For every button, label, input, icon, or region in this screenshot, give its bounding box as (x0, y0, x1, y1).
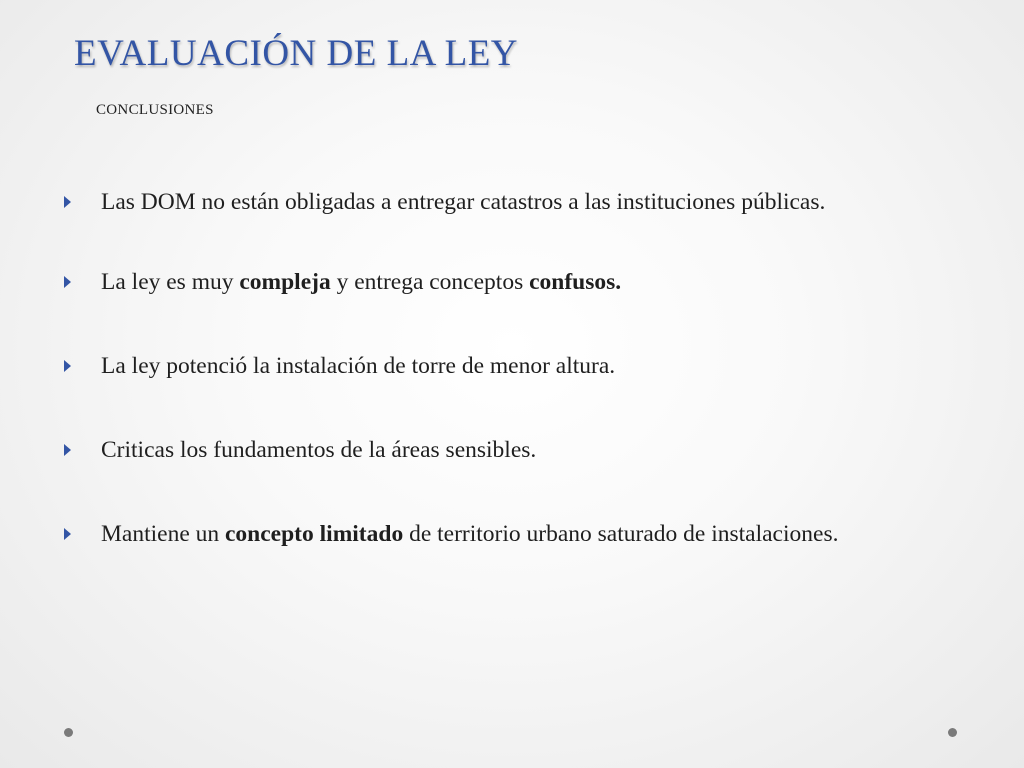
triangle-right-icon (64, 528, 71, 540)
triangle-right-icon (64, 444, 71, 456)
bullet-text (101, 353, 615, 379)
dot-icon (948, 728, 957, 737)
bullet-item (60, 434, 963, 466)
bullet-item (60, 266, 963, 298)
slide-title: EVALUACIÓN DE LA LEY (74, 33, 519, 74)
triangle-right-icon (64, 196, 71, 208)
bullet-text-emphasis: confusos. (529, 269, 622, 295)
triangle-right-icon (64, 360, 71, 372)
slide-subtitle: CONCLUSIONES (96, 102, 214, 118)
triangle-right-icon (64, 276, 71, 288)
bullet-text-segment: La ley potenció la instalación de torre de menor altura. (101, 353, 616, 379)
bullet-list (60, 186, 963, 598)
bullet-text-segment: La ley es muy (101, 269, 240, 295)
dot-icon (64, 728, 73, 737)
bullet-text-segment: Mantiene un (101, 521, 225, 547)
bullet-text-segment: y entrega conceptos (330, 269, 530, 295)
bullet-text (101, 269, 621, 295)
bullet-text-segment: Criticas los fundamentos de la áreas sensibles. (101, 437, 537, 463)
bullet-item (60, 518, 963, 550)
bullet-item (60, 186, 963, 218)
bullet-text (101, 189, 825, 215)
bullet-item (60, 350, 963, 382)
bullet-text (101, 437, 536, 463)
bullet-text-segment: de territorio urbano saturado de instalaciones. (403, 521, 839, 547)
bullet-text-emphasis: compleja (239, 269, 331, 295)
bullet-text-segment: Las DOM no están obligadas a entregar catastros a las instituciones públicas. (101, 189, 826, 215)
bullet-text (101, 521, 838, 547)
bullet-text-emphasis: concepto limitado (225, 521, 404, 547)
